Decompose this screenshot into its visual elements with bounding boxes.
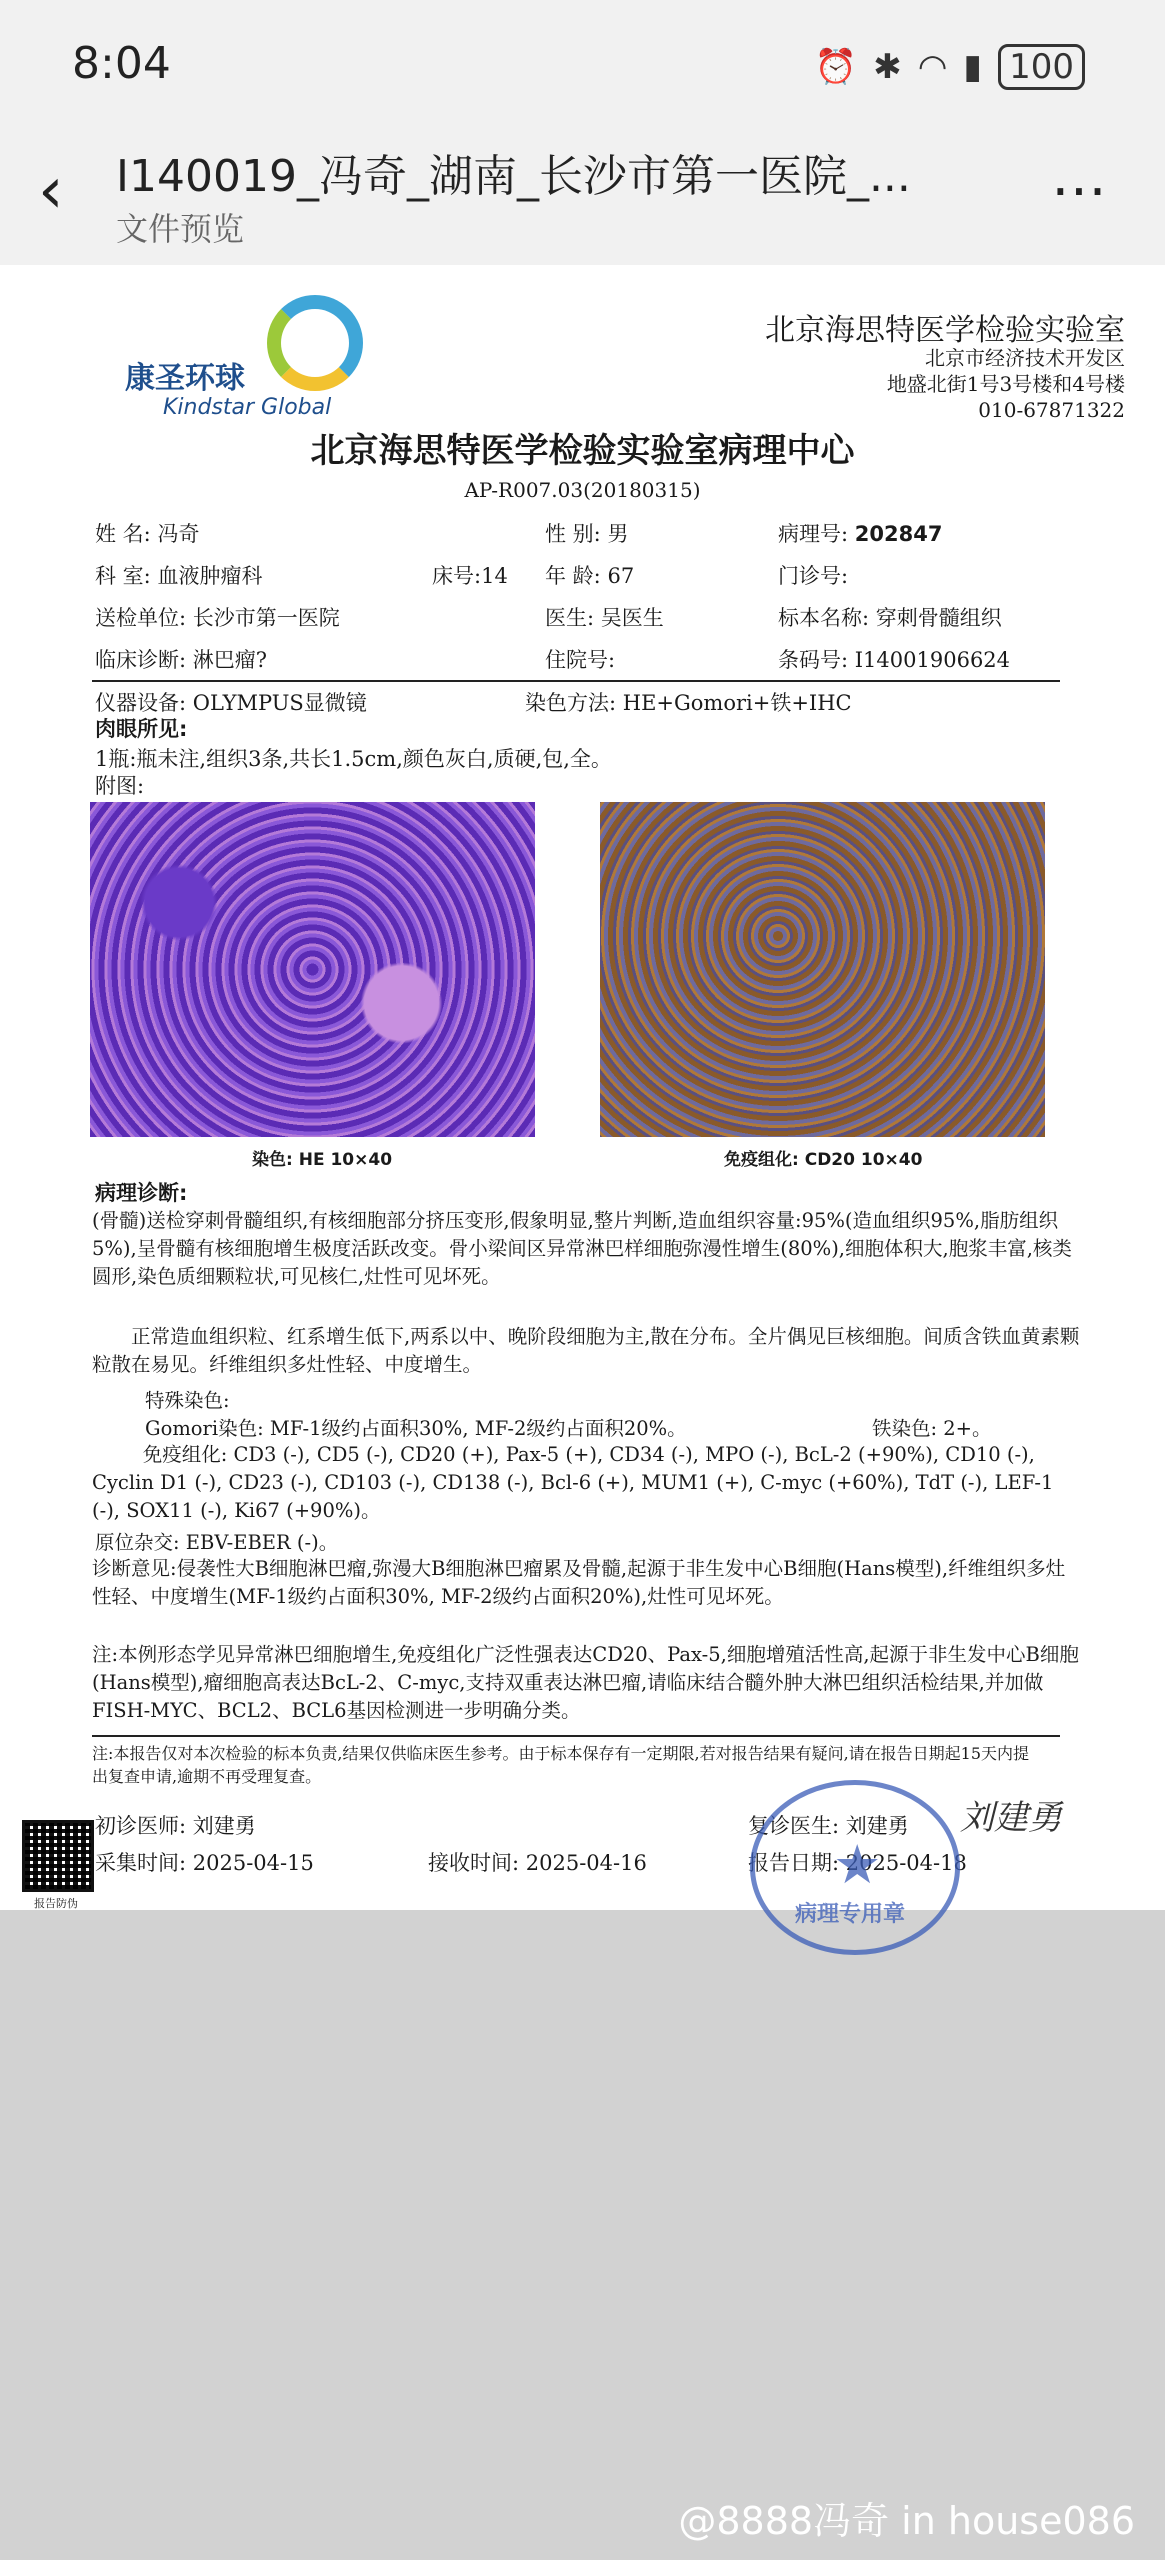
pathology-no-field: 病理号: 202847	[778, 522, 943, 546]
qr-label: 报告防伪	[34, 1897, 78, 1910]
logo-cn-text: 康圣环球	[125, 361, 245, 396]
collect-time-field: 采集时间: 2025-04-15	[95, 1851, 314, 1875]
file-preview-label: 文件预览	[116, 210, 245, 248]
diagnosis-paragraph-2: 正常造血组织粒、红系增生低下,两系以中、晚阶段细胞为主,散在分布。全片偶见巨核细胞。间质含铁血黄素颗粒散在易见。纤维组织多灶性轻、中度增生。	[92, 1325, 1080, 1376]
report-date-field: 报告日期: 2025-04-18	[748, 1851, 967, 1875]
specimen-field: 标本名称: 穿刺骨髓组织	[778, 606, 1002, 630]
gomori-result: Gomori染色: MF-1级约占面积30%, MF-2级约占面积20%。	[145, 1417, 687, 1440]
form-code: AP-R007.03(20180315)	[464, 478, 701, 502]
lab-phone: 010-67871322	[978, 398, 1125, 422]
status-bar	[0, 0, 1165, 130]
diagnosis-opinion: 诊断意见:侵袭性大B细胞淋巴瘤,弥漫大B细胞淋巴瘤累及骨髓,起源于非生发中心B细胞(Hans模型),纤维组织多灶性轻、中度增生(MF-1级约占面积30%, MF-2级约占面积20%),灶性可见坏死。	[92, 1557, 1066, 1608]
alarm-icon: ⏰	[814, 47, 858, 87]
bluetooth-icon: ✱	[873, 47, 902, 87]
special-stain-label: 特殊染色:	[145, 1389, 230, 1412]
lab-address-line: 地盛北街1号3号楼和4号楼	[886, 372, 1125, 396]
cd20-ihc-image	[600, 802, 1045, 1137]
clock: 8:04	[72, 38, 171, 89]
logo-en-text: Kindstar Global	[163, 395, 332, 420]
dept-field: 科 室: 血液肿瘤科	[95, 564, 263, 588]
logo-ring-icon	[267, 295, 363, 391]
outpatient-field: 门诊号:	[778, 564, 849, 588]
bed-field: 床号:14	[432, 564, 508, 588]
qr-code[interactable]	[22, 1820, 94, 1892]
inpatient-field: 住院号:	[545, 648, 616, 672]
seal-text: 病理专用章	[795, 1902, 906, 1927]
back-arrow-icon[interactable]: ‹	[38, 154, 64, 228]
lab-name: 北京海思特医学检验实验室	[765, 313, 1125, 348]
ihc-results: 免疫组化: CD3 (-), CD5 (-), CD20 (+), Pax-5 (+), CD34 (-), MPO (-), BcL-2 (+90%), CD10 (-), Cyclin D1 (-), CD23 (-), CD103 (-), CD138 (-), Bcl-6 (+), MUM1 (+), C-myc (+60%), TdT (-), LEF-1 (-), SOX11 (-), Ki67 (+90%)。	[92, 1443, 1054, 1522]
stain-method-field: 染色方法: HE+Gomori+铁+IHC	[525, 691, 852, 715]
file-title: I140019_冯奇_湖南_长沙市第一医院_...	[116, 151, 911, 202]
he-caption: 染色: HE 10×40	[252, 1150, 393, 1170]
name-field: 姓 名: 冯奇	[95, 522, 200, 546]
he-stain-image	[90, 802, 535, 1137]
lab-address-line: 北京市经济技术开发区	[925, 346, 1125, 370]
pathology-report[interactable]	[0, 265, 1165, 1927]
official-seal	[750, 1780, 960, 1955]
disclaimer: 注:本报告仅对本次检验的标本负责,结果仅供临床医生参考。由于标本保存有一定期限,若对报告结果有疑问,请在报告日期起15天内提出复查申请,逾期不再受理复查。	[92, 1744, 1030, 1786]
iron-stain-result: 铁染色: 2+。	[872, 1417, 992, 1440]
sender-field: 送检单位: 长沙市第一医院	[95, 606, 340, 630]
diagnosis-paragraph-1: (骨髓)送检穿刺骨髓组织,有核细胞部分挤压变形,假象明显,整片判断,造血组织容量:95%(造血组织95%,脂肪组织5%),呈骨髓有核细胞增生极度活跃改变。骨小梁间区异常淋巴样细胞弥漫性增生(80%),细胞体积大,胞浆丰富,核类圆形,染色质细颗粒状,可见核仁,灶性可见坏死。	[92, 1209, 1072, 1288]
star-icon: ★	[833, 1833, 882, 1896]
gross-heading: 肉眼所见:	[95, 717, 188, 741]
report-title: 北京海思特医学检验实验室病理中心	[310, 431, 855, 471]
ish-result: 原位杂交: EBV-EBER (-)。	[95, 1531, 339, 1554]
status-icons	[815, 44, 1085, 90]
app-bar	[0, 130, 1165, 265]
divider	[92, 680, 1060, 682]
gender-field: 性 别: 男	[545, 522, 629, 546]
attached-figure-label: 附图:	[95, 774, 145, 798]
age-field: 年 龄: 67	[545, 564, 635, 588]
gross-description: 1瓶:瓶未注,组织3条,共长1.5cm,颜色灰白,质硬,包,全。	[95, 747, 612, 771]
receive-time-field: 接收时间: 2025-04-16	[428, 1851, 647, 1875]
wifi-icon: ◠	[917, 47, 948, 87]
signal-icon: ▮	[963, 47, 983, 87]
ihc-caption: 免疫组化: CD20 10×40	[724, 1150, 923, 1170]
clinical-diagnosis-field: 临床诊断: 淋巴瘤?	[95, 648, 268, 672]
first-doctor-field: 初诊医师: 刘建勇	[95, 1814, 256, 1838]
barcode-field: 条码号: I14001906624	[778, 648, 1011, 672]
doctor-signature: 刘建勇	[960, 1798, 1062, 1838]
battery-icon: 100	[998, 44, 1085, 90]
lab-address	[887, 345, 1125, 423]
divider	[92, 1735, 1060, 1737]
more-options-icon[interactable]: ⋯	[1051, 158, 1109, 223]
watermark: @8888冯奇 in house086	[678, 2499, 1135, 2543]
company-logo	[125, 295, 355, 420]
instrument-field: 仪器设备: OLYMPUS显微镜	[95, 691, 367, 715]
diagnosis-heading: 病理诊断:	[95, 1181, 188, 1205]
report-note: 注:本例形态学见异常淋巴细胞增生,免疫组化广泛性强表达CD20、Pax-5,细胞增殖活性高,起源于非生发中心B细胞(Hans模型),瘤细胞高表达BcL-2、C-myc,支持双重表达淋巴瘤,请临床结合髓外肿大淋巴组织活检结果,并加做FISH-MYC、BCL2、BCL6基因检测进一步明确分类。	[92, 1643, 1079, 1722]
doctor-field: 医生: 吴医生	[545, 606, 664, 630]
review-doctor-field: 复诊医生: 刘建勇	[748, 1814, 909, 1838]
